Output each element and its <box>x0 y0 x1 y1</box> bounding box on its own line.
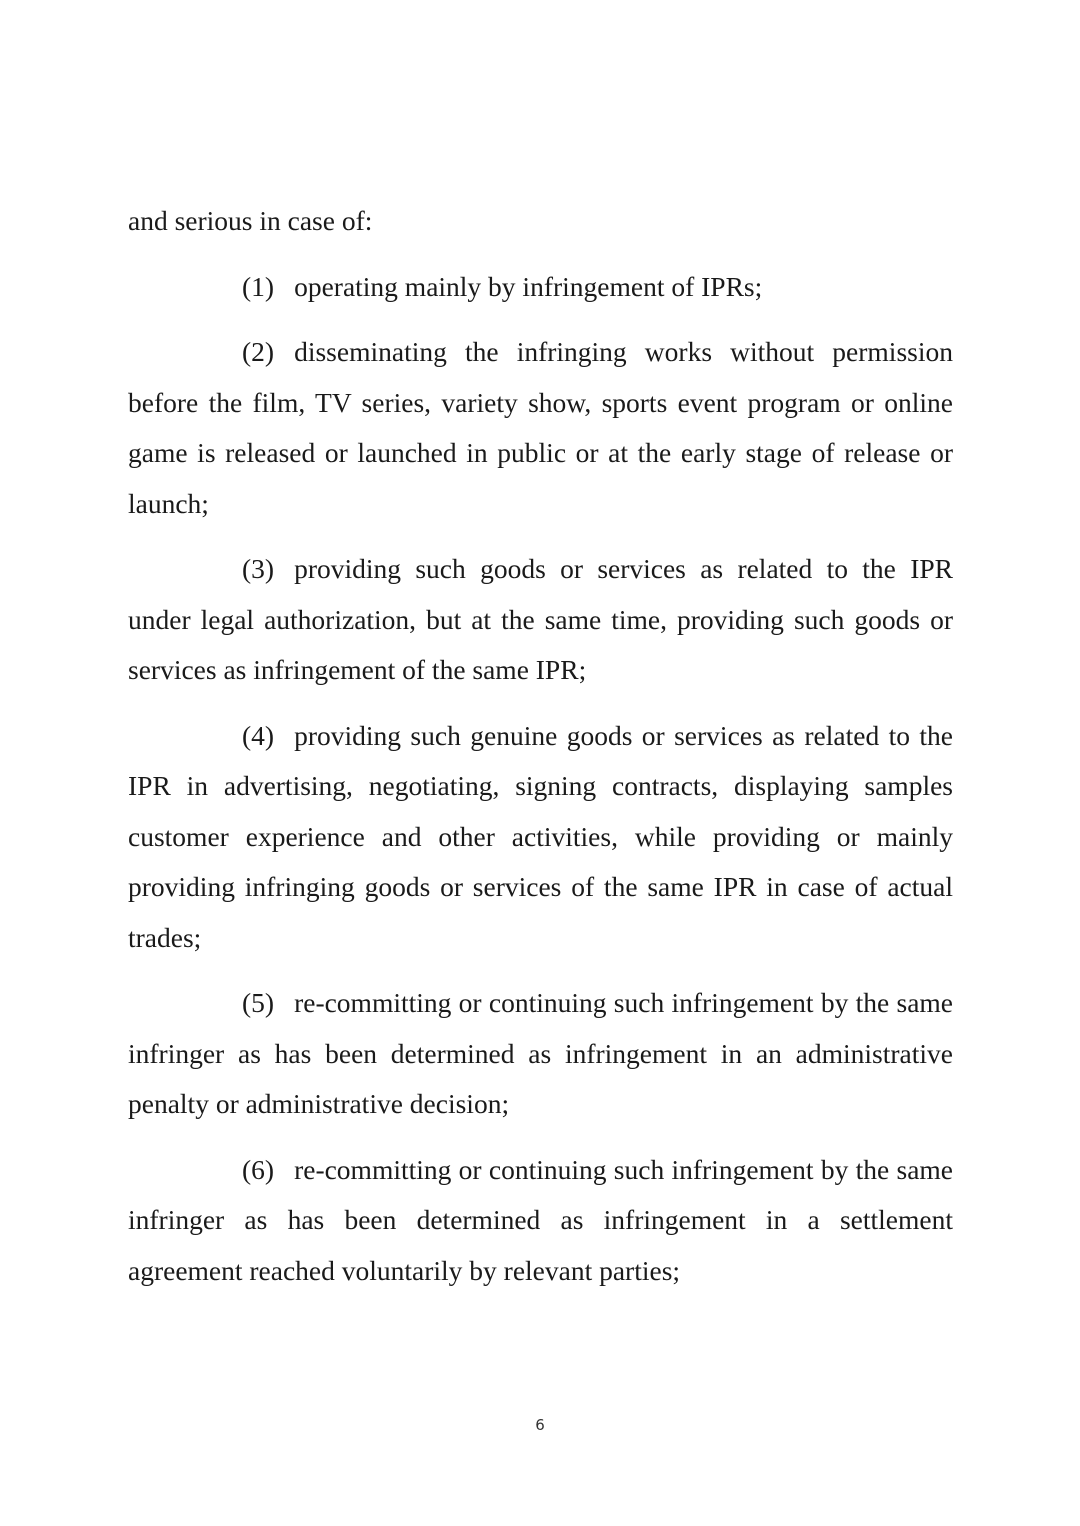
list-item <box>128 544 953 696</box>
list-item-text: disseminating the infringing works without permission before the film, TV series, variety show, sports event program or online game is released or launched in public or at the early stage of release or launch; <box>128 336 953 519</box>
list-item <box>128 711 953 964</box>
list-item-number: (3) <box>242 553 275 584</box>
document-body <box>128 196 953 1311</box>
list-item <box>128 1145 953 1297</box>
list-item <box>128 327 953 529</box>
list-item-text: operating mainly by infringement of IPRs; <box>294 270 763 302</box>
list-item-number: (5) <box>242 987 275 1018</box>
list-item <box>128 978 953 1130</box>
list-item-number: (2) <box>242 336 275 367</box>
list-item-number: (6) <box>242 1153 275 1185</box>
list-item-number: (1) <box>242 270 275 302</box>
list-item-text: providing such genuine goods or services as related to the IPR in advertising, negotiating, signing contracts, displaying samples customer experience and other activities, while providing or mainly providing infringing goods or services of the same IPR in case of actual trades; <box>128 719 953 953</box>
page-number: 6 <box>535 1416 545 1434</box>
list-item-text: re-committing or continuing such infringement by the same infringer as has been determined as infringement in an administrative penalty or administrative decision; <box>128 987 953 1119</box>
intro-paragraph: and serious in case of: <box>128 205 373 236</box>
list-item-text: re-committing or continuing such infringement by the same infringer as has been determined as infringement in a settlement agreement reached voluntarily by relevant parties; <box>128 1153 953 1286</box>
list-item-number: (4) <box>242 719 275 751</box>
list-item-text: providing such goods or services as related to the IPR under legal authorization, but at the same time, providing such goods or services as infringement of the same IPR; <box>128 553 953 685</box>
list-item <box>128 262 953 313</box>
